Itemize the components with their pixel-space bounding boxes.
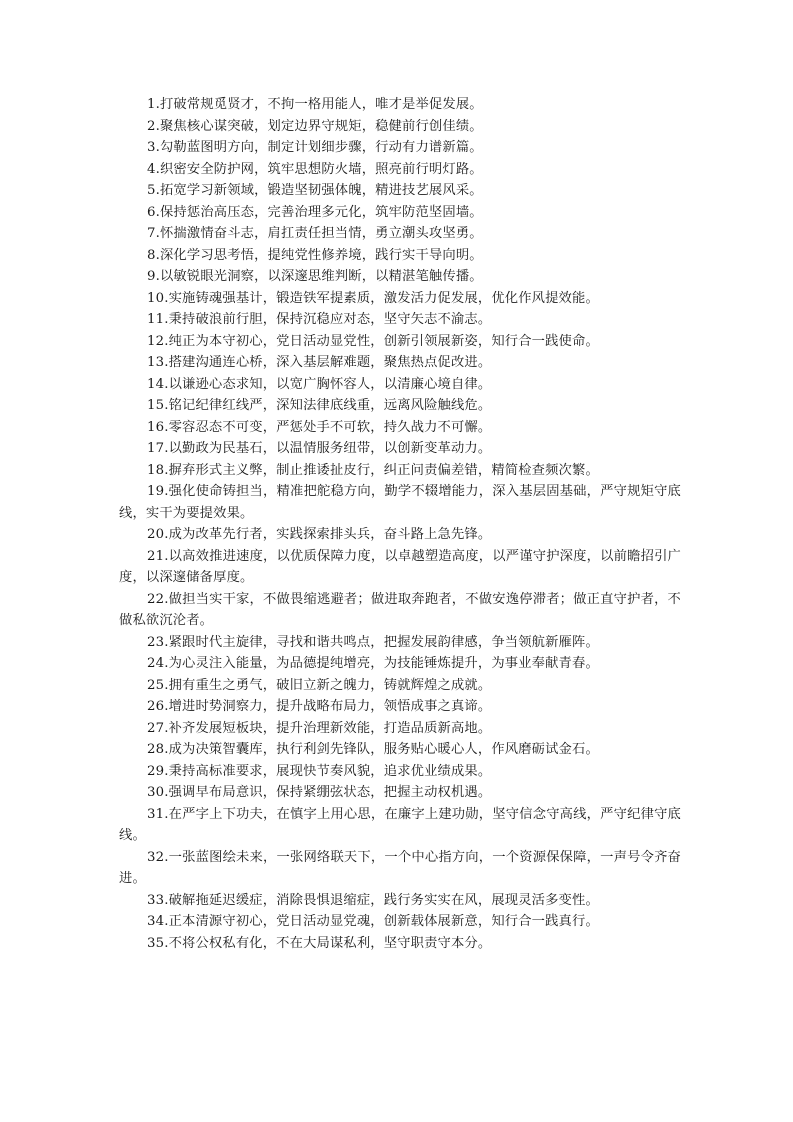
list-item: 1.打破常规觅贤才，不拘一格用能人，唯才是举促发展。: [147, 97, 483, 112]
list-item: 24.为心灵注入能量，为品德提纯增亮，为技能锤炼提升，为事业奉献青春。: [147, 656, 599, 671]
document-body: [119, 94, 681, 954]
list-item: 21.以高效推进速度，以优质保障力度，以卓越塑造高度，以严谨守护深度，以前瞻招引广度，以深邃储备厚度。: [119, 548, 681, 585]
list-item: 6.保持惩治高压态，完善治理多元化，筑牢防范坚固墙。: [147, 204, 483, 220]
list-item: 29.秉持高标准要求，展现快节奏风貌，追求优业绩成果。: [147, 763, 492, 779]
list-item: 4.织密安全防护网，筑牢思想防火墙，照亮前行明灯路。: [147, 161, 483, 177]
list-item: 17.以勤政为民基石，以温情服务纽带，以创新变革动力。: [147, 441, 492, 456]
list-item: 23.紧跟时代主旋律，寻找和谐共鸣点，把握发展韵律感，争当领航新雁阵。: [147, 634, 599, 650]
list-item: 25.拥有重生之勇气，破旧立新之魄力，铸就辉煌之成就。: [147, 677, 492, 693]
list-item: 10.实施铸魂强基计，锻造铁军提素质，激发活力促发展，优化作风提效能。: [147, 290, 599, 306]
list-item: 2.聚焦核心谋突破，划定边界守规矩，稳健前行创佳绩。: [147, 118, 483, 134]
list-item: 30.强调早布局意识，保持紧绷弦状态，把握主动权机遇。: [147, 785, 492, 800]
list-item: 32.一张蓝图绘未来，一张网络联天下，一个中心指方向，一个资源保保障，一声号令齐奋进。: [119, 849, 681, 886]
list-item: 22.做担当实干家，不做畏缩逃避者；做进取奔跑者，不做安逸停滞者；做正直守护者，不做私欲沉沦者。: [119, 591, 681, 628]
list-item: 18.摒弃形式主义弊，制止推诿扯皮行，纠正问责偏差错，精简检查频次繁。: [147, 462, 599, 478]
list-item: 20.成为改革先行者，实践探索排头兵，奋斗路上急先锋。: [147, 527, 492, 542]
list-item: 14.以谦逊心态求知，以宽广胸怀容人，以清廉心境自律。: [147, 376, 492, 392]
list-item: 33.破解拖延迟缓症，消除畏惧退缩症，践行务实实在风，展现灵活多变性。: [147, 892, 599, 908]
list-item: 26.增进时势洞察力，提升战略布局力，领悟成事之真谛。: [147, 699, 492, 714]
list-item: 15.铭记纪律红线严，深知法律底线重，远离风险触线危。: [147, 398, 492, 413]
list-item: 31.在严字上下功夫，在慎字上用心思，在廉字上建功勋，坚守信念守高线，严守纪律守底线。: [119, 806, 681, 843]
list-item: 27.补齐发展短板块，提升治理新效能，打造品质新高地。: [147, 720, 492, 736]
list-item: 3.勾勒蓝图明方向，制定计划细步骤，行动有力谱新篇。: [147, 140, 483, 155]
list-item: 19.强化使命铸担当，精准把舵稳方向，勤学不辍增能力，深入基层固基础，严守规矩守底线，实干为要提效果。: [119, 484, 681, 521]
list-item: 35.不将公权私有化，不在大局谋私利，坚守职责守本分。: [147, 935, 492, 951]
list-item: 8.深化学习思考悟，提纯党性修养境，践行实干导向明。: [147, 247, 483, 263]
list-item: 28.成为决策智囊库，执行利剑先锋队，服务贴心暖心人，作风磨砺试金石。: [147, 742, 599, 757]
list-item: 11.秉持破浪前行胆，保持沉稳应对态，坚守矢志不渝志。: [147, 312, 492, 327]
list-item: 7.怀揣激情奋斗志，肩扛责任担当情，勇立潮头攻坚勇。: [147, 226, 483, 241]
list-item: 16.零容忍态不可变，严惩处手不可软，持久战力不可懈。: [147, 419, 492, 435]
list-item: 5.拓宽学习新领域，锻造坚韧强体魄，精进技艺展风采。: [147, 183, 483, 198]
list-item: 12.纯正为本守初心，党日活动显党性，创新引领展新姿，知行合一践使命。: [147, 333, 599, 349]
list-item: 34.正本清源守初心，党日活动显党魂，创新载体展新意，知行合一践真行。: [147, 914, 599, 929]
list-item: 13.搭建沟通连心桥，深入基层解难题，聚焦热点促改进。: [147, 355, 492, 370]
list-item: 9.以敏锐眼光洞察，以深邃思维判断，以精湛笔触传播。: [147, 269, 483, 284]
